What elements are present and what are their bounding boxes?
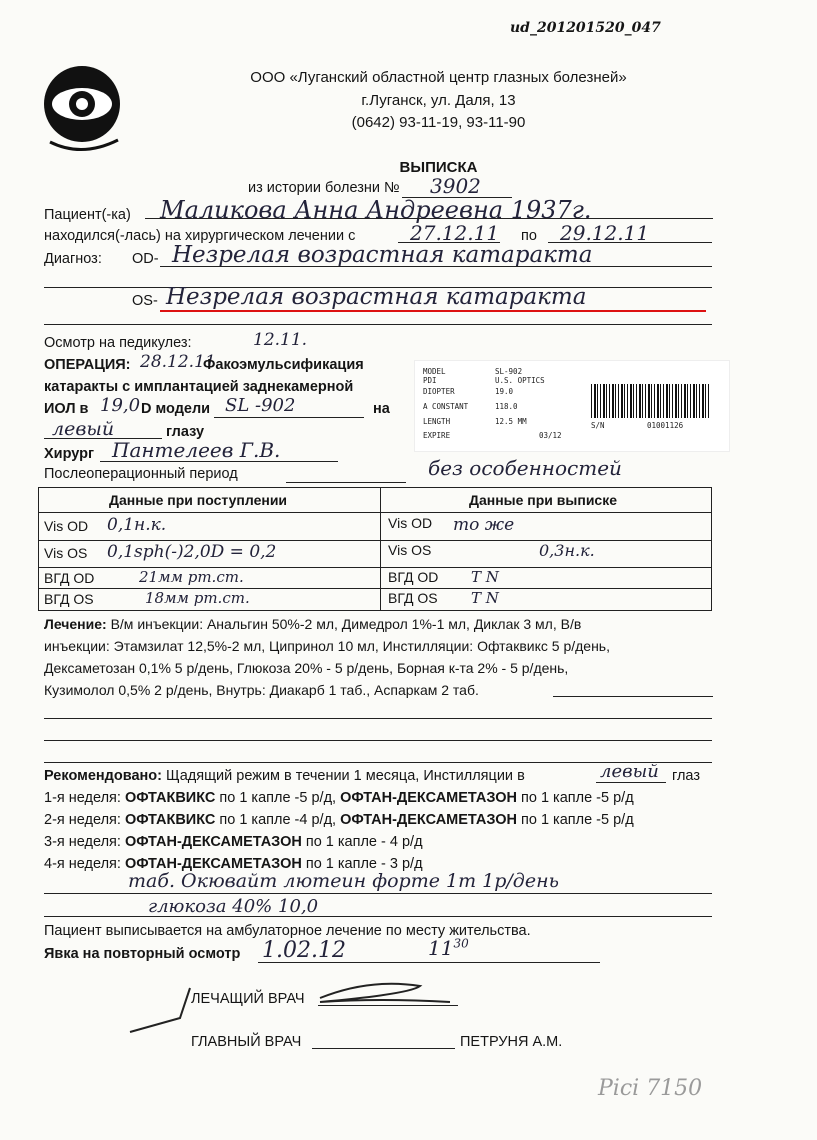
iol-model: SL -902 bbox=[225, 395, 296, 416]
right-label-2: ВГД OD bbox=[388, 569, 439, 585]
col-header-discharge: Данные при выписке bbox=[469, 492, 618, 508]
right-value-1: 0,3н.к. bbox=[539, 541, 595, 560]
right-value-3: Т N bbox=[471, 589, 499, 607]
left-label-1: Vis OS bbox=[44, 545, 88, 561]
sticker-sn-label: S/N bbox=[591, 421, 605, 430]
revisit-time: $11^{30}$ bbox=[428, 936, 469, 960]
footer-note: Pici 7150 bbox=[598, 1076, 703, 1101]
sticker-row-expire: EXPIRE bbox=[423, 431, 451, 440]
col-header-admission: Данные при поступлении bbox=[109, 492, 288, 508]
org-name: ООО «Луганский областной центр глазных болезней» bbox=[250, 69, 627, 86]
sticker-pdi-value: U.S. OPTICS bbox=[495, 376, 545, 385]
history-label: из истории болезни № bbox=[248, 180, 400, 196]
sticker-model-value: SL-902 bbox=[495, 367, 523, 376]
chief-doctor-label: ГЛАВНЫЙ ВРАЧ bbox=[191, 1034, 302, 1050]
recommend-line: Рекомендовано: Щадящий режим в течении 1 месяца, Инстилляции в bbox=[44, 768, 525, 784]
left-value-3: 18мм рт.ст. bbox=[145, 589, 250, 607]
eye-suffix: глазу bbox=[166, 424, 205, 440]
org-address: г.Луганск, ул. Даля, 13 bbox=[361, 92, 516, 109]
right-label-1: Vis OS bbox=[388, 542, 432, 558]
handwritten-rx-2: глюкоза 40% 10,0 bbox=[148, 896, 319, 917]
left-value-2: 21мм рт.ст. bbox=[139, 568, 244, 586]
stay-to-label: по bbox=[521, 228, 537, 244]
revisit-date: 1.02.12 bbox=[262, 938, 346, 963]
right-label-0: Vis OD bbox=[388, 515, 433, 531]
left-label-3: ВГД OS bbox=[44, 591, 94, 607]
left-label-2: ВГД OD bbox=[44, 570, 95, 586]
attending-doctor-label: ЛЕЧАЩИЙ ВРАЧ bbox=[191, 991, 305, 1007]
iol-diopter: 19,0 bbox=[100, 395, 141, 416]
week-1: 1-я неделя: ОФТАКВИКС по 1 капле -5 р/д, ОФТАН-ДЕКСАМЕТАЗОН по 1 капле -5 р/д bbox=[44, 790, 634, 806]
barcode-icon bbox=[591, 384, 709, 418]
operation-line2: катаракты с имплантацией заднекамерной bbox=[44, 379, 354, 395]
operated-eye: левый bbox=[52, 418, 115, 440]
patient-name: Маликова Анна Андреевна 1937г. bbox=[160, 196, 592, 224]
diagnosis-label: Диагноз: bbox=[44, 251, 102, 267]
stay-label: находился(-лась) на хирургическом лечении с bbox=[44, 228, 356, 244]
pediculosis-label: Осмотр на педикулез: bbox=[44, 335, 192, 351]
red-underline bbox=[160, 310, 706, 312]
treatment-line2: инъекции: Этамзилат 12,5%-2 мл, Ципринол 10 мл, Инстилляции: Офтаквикс 5 р/день, bbox=[44, 638, 610, 654]
recommend-eye-suffix: глаз bbox=[672, 768, 700, 784]
left-label-0: Vis OD bbox=[44, 518, 89, 534]
right-value-2: Т N bbox=[471, 568, 499, 586]
stay-to: 29.12.11 bbox=[560, 221, 650, 245]
vision-table bbox=[38, 487, 712, 611]
sticker-diopter-value: 19.0 bbox=[495, 387, 514, 396]
handwritten-rx-1: таб. Окювайт лютеин форте 1т 1р/день bbox=[128, 870, 559, 892]
right-value-0: то же bbox=[453, 515, 515, 535]
recommend-eye: левый bbox=[600, 761, 659, 782]
stay-from: 27.12.11 bbox=[410, 221, 500, 245]
right-label-3: ВГД OS bbox=[388, 590, 438, 606]
document-code: ud_201201520_047 bbox=[510, 20, 661, 36]
diagnosis-os-label: OS- bbox=[132, 293, 158, 309]
pediculosis-value: 12.11. bbox=[253, 330, 308, 350]
diagnosis-od-label: OD- bbox=[132, 251, 159, 267]
diagnosis-od: Незрелая возрастная катаракта bbox=[172, 242, 593, 268]
postop-value: без особенностей bbox=[428, 456, 622, 480]
sticker-row-model: MODEL bbox=[423, 367, 446, 376]
operation-date: 28.12.11 bbox=[140, 352, 216, 372]
model-label: D модели bbox=[141, 401, 211, 417]
sticker-row-diopter: DIOPTER bbox=[423, 387, 455, 396]
operation-label: ОПЕРАЦИЯ: bbox=[44, 357, 131, 373]
lens-sticker bbox=[414, 360, 730, 452]
sticker-length-value: 12.5 MM bbox=[495, 417, 527, 426]
treatment-line4: Кузимолол 0,5% 2 р/день, Внутрь: Диакарб 1 таб., Аспаркам 2 таб. bbox=[44, 682, 479, 698]
sticker-row-length: LENGTH bbox=[423, 417, 451, 426]
treatment-line1: Лечение: В/м инъекции: Анальгин 50%-2 мл, Димедрол 1%-1 мл, Диклак 3 мл, В/в bbox=[44, 616, 582, 632]
chief-doctor-name: ПЕТРУНЯ А.М. bbox=[460, 1034, 563, 1050]
history-number: 3902 bbox=[430, 174, 481, 198]
treatment-line3: Дексаметозан 0,1% 5 р/день, Глюкоза 20% - 5 р/день, Борная к-та 2% - 5 р/день, bbox=[44, 660, 569, 676]
revisit-label: Явка на повторный осмотр bbox=[44, 946, 241, 962]
discharge-text: Пациент выписывается на амбулаторное лечение по месту жительства. bbox=[44, 923, 531, 939]
sticker-row-aconst: A CONSTANT bbox=[423, 402, 469, 411]
sticker-row-pdi: PDI bbox=[423, 376, 437, 385]
document-title: ВЫПИСКА bbox=[399, 159, 478, 176]
postop-label: Послеоперационный период bbox=[44, 466, 238, 482]
iol-prefix: ИОЛ в bbox=[44, 401, 89, 417]
week-3: 3-я неделя: ОФТАН-ДЕКСАМЕТАЗОН по 1 капле - 4 р/д bbox=[44, 834, 423, 850]
week-4: 4-я неделя: ОФТАН-ДЕКСАМЕТАЗОН по 1 капле - 3 р/д bbox=[44, 856, 423, 872]
sticker-aconst-value: 118.0 bbox=[495, 402, 518, 411]
signature-icon bbox=[120, 968, 460, 1038]
week-2: 2-я неделя: ОФТАКВИКС по 1 капле -4 р/д, ОФТАН-ДЕКСАМЕТАЗОН по 1 капле -5 р/д bbox=[44, 812, 634, 828]
surgeon-name: Пантелеев Г.В. bbox=[112, 438, 281, 462]
sticker-sn-value: 01001126 bbox=[647, 421, 684, 430]
na-label: на bbox=[373, 401, 390, 417]
diagnosis-os: Незрелая возрастная катаракта bbox=[166, 284, 587, 310]
surgeon-label: Хирург bbox=[44, 446, 95, 462]
patient-label: Пациент(-ка) bbox=[44, 207, 131, 223]
sticker-expire-value: 03/12 bbox=[539, 431, 562, 440]
left-value-0: 0,1н.к. bbox=[107, 515, 167, 535]
operation-line1: Факоэмульсификация bbox=[203, 357, 364, 373]
org-phones: (0642) 93-11-19, 93-11-90 bbox=[351, 114, 526, 131]
left-value-1: 0,1sph(-)2,0D = 0,2 bbox=[107, 542, 277, 562]
